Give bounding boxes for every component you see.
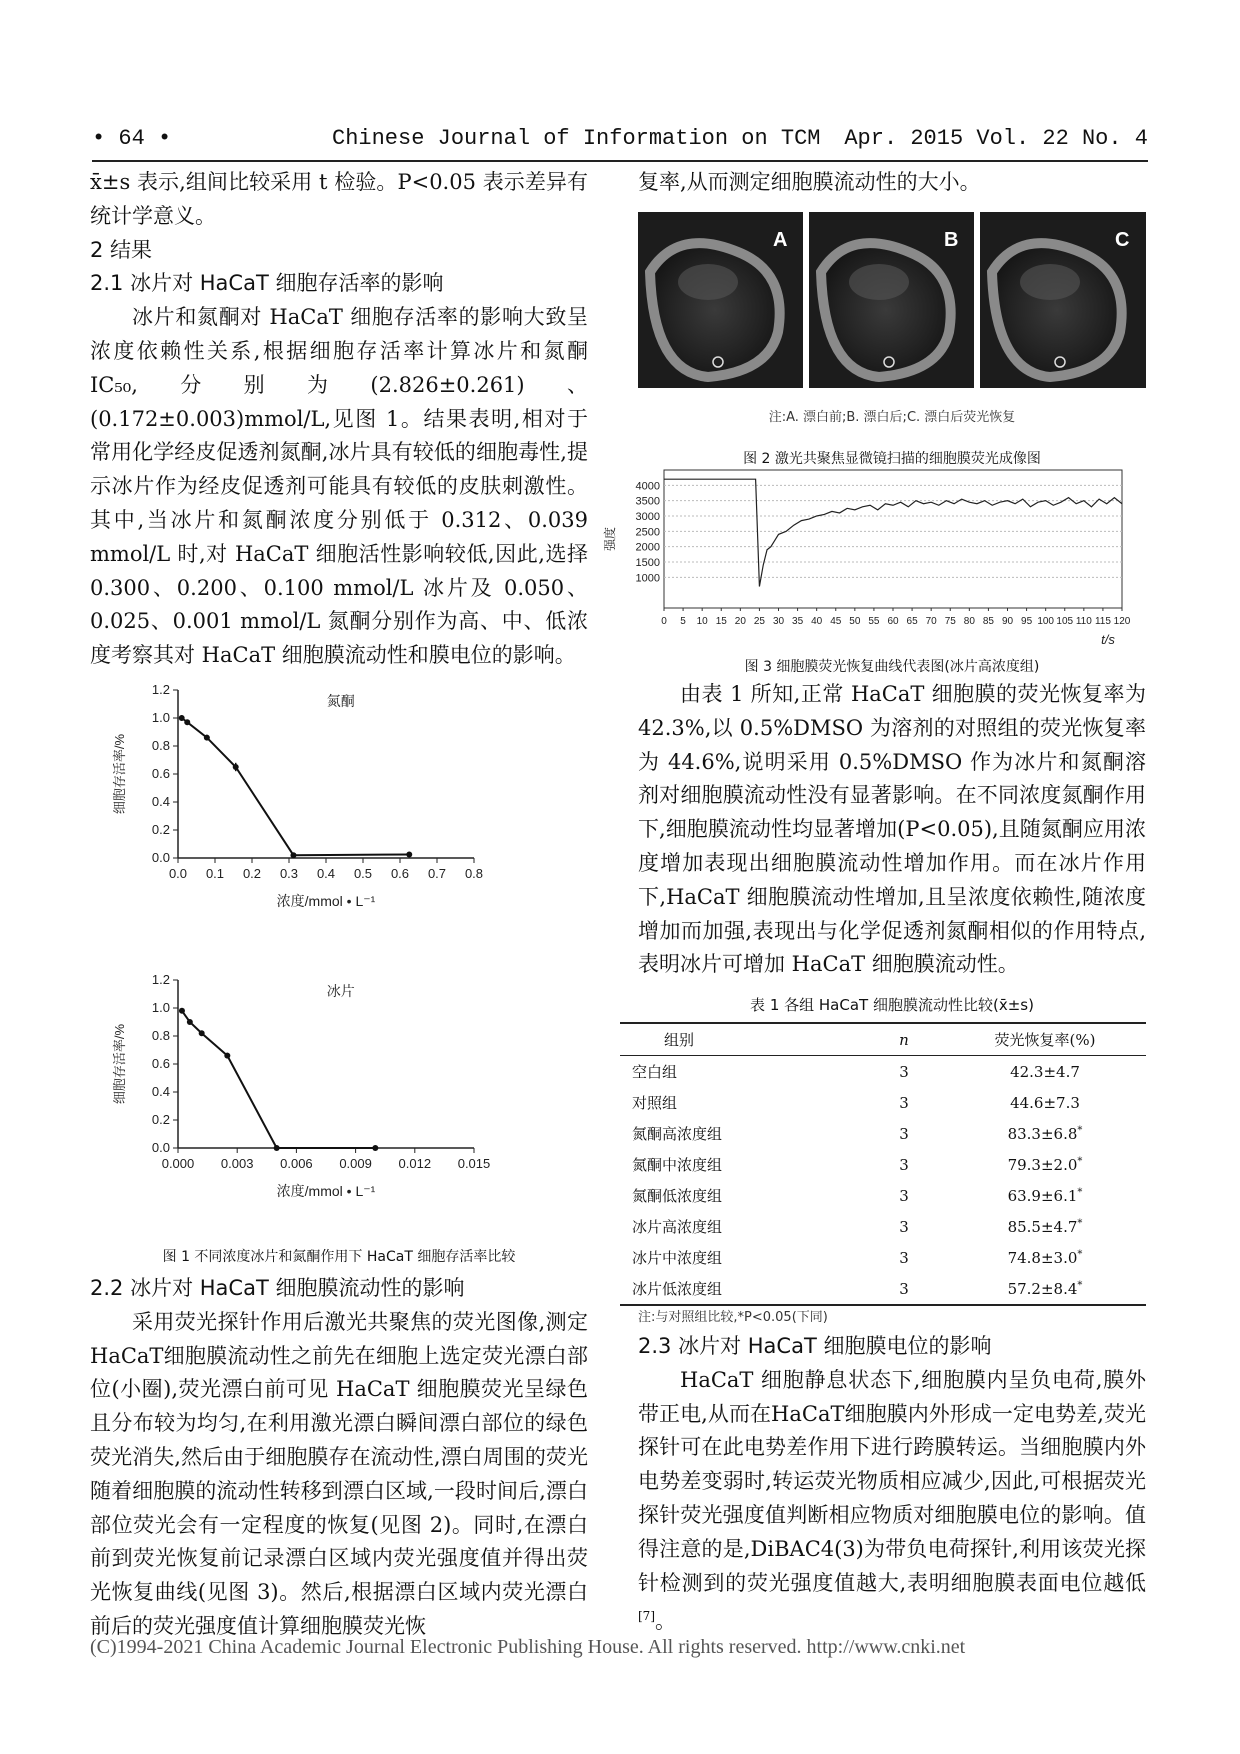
data-point (204, 735, 210, 741)
y-tick-label: 3000 (635, 511, 660, 523)
cell-recovery (944, 1056, 1146, 1088)
data-point (184, 719, 190, 725)
y-tick-label: 3500 (635, 495, 660, 508)
figure1-caption: 图 1 不同浓度冰片和氮酮作用下 HaCaT 细胞存活率比较 (162, 1249, 516, 1265)
cell-group: 氮酮高浓度组 (632, 1125, 723, 1143)
x-tick-label: 0.7 (427, 866, 447, 881)
cell-group: 冰片中浓度组 (632, 1249, 723, 1267)
recovery-value: 85.5±4.7 (1007, 1217, 1078, 1236)
data-point (290, 852, 296, 858)
significance-mark: * (1077, 1155, 1083, 1167)
x-tick-label: 0.009 (339, 1156, 372, 1171)
table-header-row (620, 1023, 1146, 1056)
x-tick-label: 0.006 (280, 1156, 313, 1171)
x-tick-label: 10 (696, 616, 708, 627)
cell-recovery (944, 1273, 1146, 1305)
data-point (179, 1008, 185, 1014)
x-tick-label: 55 (868, 616, 880, 627)
paragraph-2-3 (638, 1364, 1146, 1639)
table1-note: 注:与对照组比较,*P<0.05(下同) (638, 1310, 828, 1325)
table1 (620, 1022, 1146, 1306)
y-tick-label: 0.0 (151, 1140, 170, 1155)
y-tick-label: 4000 (635, 480, 660, 493)
recovery-value: 57.2±8.4 (1007, 1279, 1078, 1298)
data-point (233, 764, 239, 770)
cell-group: 空白组 (632, 1063, 678, 1081)
x-tick-label: 0.015 (457, 1156, 491, 1171)
x-tick-label: 40 (811, 616, 823, 627)
data-point (406, 852, 412, 858)
left-column-top (90, 166, 588, 673)
section-heading-2-3: 2.3 冰片对 HaCaT 细胞膜电位的影响 (638, 1334, 992, 1358)
cell-n: 3 (899, 1279, 909, 1298)
x-tick-label: 0.012 (398, 1156, 432, 1171)
data-point (199, 1030, 205, 1036)
cell-n: 3 (899, 1186, 909, 1205)
x-tick-label: 120 (1113, 616, 1131, 627)
recovery-value: 79.3±2.0 (1007, 1155, 1078, 1174)
continued-paragraph: 复率,从而测定细胞膜流动性的大小。 (638, 170, 981, 194)
x-tick-label: 15 (715, 616, 727, 627)
col-header-n: n (899, 1030, 909, 1049)
y-axis-label: 细胞存活率/% (112, 1023, 127, 1105)
panel-label-b: B (944, 229, 959, 251)
recovery-value: 42.3±4.7 (1010, 1062, 1080, 1081)
significance-mark: * (1077, 1217, 1083, 1229)
x-axis-label: 浓度/mmol • L⁻¹ (276, 1183, 376, 1199)
table-row (620, 1087, 1146, 1118)
x-tick-label: 110 (1075, 616, 1092, 627)
x-tick-label: 30 (772, 616, 785, 627)
data-point (274, 1145, 280, 1151)
data-point (179, 715, 185, 721)
cell-recovery (944, 1118, 1146, 1149)
right-column-bottom (638, 1330, 1146, 1639)
panel-b (809, 212, 974, 388)
recovery-value: 44.6±7.3 (1010, 1093, 1080, 1112)
cell-recovery (944, 1211, 1146, 1242)
panel-a (638, 212, 803, 388)
table-row (620, 1211, 1146, 1242)
cell-n: 3 (899, 1062, 909, 1081)
cell-group: 氮酮中浓度组 (632, 1156, 723, 1174)
y-tick-label: 1000 (635, 572, 660, 585)
y-tick-label: 1.0 (151, 1000, 170, 1015)
table-row (620, 1180, 1146, 1211)
x-tick-label: 0.4 (316, 866, 336, 881)
x-tick-label: 0.0 (168, 866, 188, 881)
x-tick-label: 0.3 (279, 866, 299, 881)
figure2-images (638, 212, 1146, 388)
table-row (620, 1273, 1146, 1305)
paragraph-2-3-text: HaCaT 细胞静息状态下,细胞膜内呈负电荷,膜外带正电,从而在HaCaT细胞膜内外形成一定电势差,荧光探针可在此电势差作用下进行跨膜转运。当细胞膜内外电势差变弱时,转运荧光物质相应减少,因此,可根据荧光探针荧光强度值判断相应物质对细胞膜电位的影响。值得注意的是,DiBAC4(3)为带负电荷探针,利用该荧光探针检测到的荧光强度值越大,表明细胞膜表面电位越低 (638, 1367, 1146, 1595)
x-tick-label: 50 (849, 616, 861, 627)
paragraph-2-3-end: 。 (655, 1609, 676, 1634)
chart-title: 氮酮 (326, 693, 355, 709)
y-axis-label: 强度 (603, 526, 617, 552)
x-tick-label: 0.8 (464, 866, 484, 881)
y-tick-label: 2000 (635, 541, 660, 554)
significance-mark: * (1077, 1186, 1083, 1198)
cell-recovery (944, 1180, 1146, 1211)
col-header-group: 组别 (664, 1031, 695, 1049)
y-tick-label: 0.8 (151, 738, 170, 753)
x-tick-label: 0.5 (353, 866, 373, 881)
figure3-caption: 图 3 细胞膜荧光恢复曲线代表图(冰片高浓度组) (744, 659, 1040, 675)
x-tick-label: 25 (753, 616, 765, 627)
cell-group: 对照组 (632, 1094, 678, 1112)
x-tick-label: 0 (661, 616, 667, 627)
x-tick-label: 95 (1021, 616, 1033, 627)
right-column-top (638, 166, 1146, 200)
cell-n: 3 (899, 1217, 909, 1236)
x-tick-label: 65 (906, 616, 918, 627)
figure2-panels (638, 212, 1146, 388)
data-point (187, 1019, 193, 1025)
x-tick-label: 85 (982, 616, 994, 627)
x-tick-label: 35 (792, 616, 804, 627)
right-column-mid (638, 678, 1146, 982)
significance-mark: * (1077, 1124, 1083, 1136)
table-row (620, 1118, 1146, 1149)
y-tick-label: 0.2 (151, 822, 170, 837)
section-heading-2-1: 2.1 冰片对 HaCaT 细胞存活率的影响 (90, 271, 444, 296)
table1-title: 表 1 各组 HaCaT 细胞膜流动性比较(x̄±s) (750, 996, 1034, 1014)
table-row (620, 1242, 1146, 1273)
x-axis-label: t/s (1101, 632, 1115, 647)
y-axis-label: 细胞存活率/% (112, 733, 127, 815)
table-row (620, 1149, 1146, 1180)
paragraph-2-2: 采用荧光探针作用后激光共聚焦的荧光图像,测定HaCaT细胞膜流动性之前先在细胞上选定荧光漂白部位(小圈),荧光漂白前可见 HaCaT 细胞膜荧光呈绿色且分布较为均匀,在利用激光漂白瞬间漂白部位的绿色荧光消失,然后由于细胞膜存在流动性,漂白周围的荧光随着细胞膜的流动性转移到漂白区域,一段时间后,漂白部位荧光会有一定程度的恢复(见图 2)。同时,在漂白前到荧光恢复前记录漂白区域内荧光强度值并得出荧光恢复曲线(见图 3)。然后,根据漂白区域内荧光漂白前后的荧光强度值计算细胞膜荧光恢 (90, 1309, 588, 1638)
cell-group: 氮酮低浓度组 (632, 1187, 723, 1205)
cell-group: 冰片高浓度组 (632, 1218, 723, 1236)
cell-group: 冰片低浓度组 (632, 1280, 723, 1298)
left-column-bottom (90, 1272, 588, 1644)
data-point (224, 1053, 230, 1059)
figure1-borneol-chart (110, 970, 570, 1240)
figure1-azone-chart (110, 680, 570, 950)
x-tick-label: 45 (830, 616, 842, 627)
cell-recovery (944, 1149, 1146, 1180)
data-line (182, 1011, 375, 1148)
header-rule (92, 160, 1148, 162)
running-header (92, 126, 1148, 158)
x-tick-label: 0.003 (220, 1156, 254, 1171)
panel-label-a: A (773, 229, 788, 251)
y-tick-label: 0.0 (151, 850, 170, 865)
x-tick-label: 90 (1001, 616, 1014, 627)
chart-title: 冰片 (326, 983, 355, 999)
x-tick-label: 70 (925, 616, 937, 627)
significance-mark: * (1077, 1279, 1083, 1291)
x-tick-label: 0.6 (390, 866, 410, 881)
intensity-line (664, 479, 1122, 586)
y-tick-label: 2500 (635, 526, 660, 539)
col-header-recovery: 荧光恢复率(%) (994, 1031, 1096, 1049)
data-line (182, 718, 410, 855)
x-tick-label: 5 (680, 616, 686, 627)
cell-n: 3 (899, 1155, 909, 1174)
cell-recovery (944, 1242, 1146, 1273)
recovery-value: 63.9±6.1 (1007, 1186, 1078, 1205)
paragraph-2-1: 冰片和氮酮对 HaCaT 细胞存活率的影响大致呈浓度依赖性关系,根据细胞存活率计算冰片和氮酮 IC₅₀,分别为(2.826±0.261)、(0.172±0.003)mmol/L,见图 1。结果表明,相对于常用化学经皮促透剂氮酮,冰片具有较低的细胞毒性,提示冰片作为经皮促透剂可能具有较低的皮肤刺激性。其中,当冰片和氮酮浓度分别低于 0.312、0.039 mmol/L 时,对 HaCaT 细胞活性影响较低,因此,选择 0.300、0.200、0.100 mmol/L 冰片及 0.050、0.025、0.001 mmol/L 氮酮分别作为高、中、低浓度考察其对 HaCaT 细胞膜流动性和膜电位的影响。 (90, 305, 588, 668)
paragraph-table-discussion: 由表 1 所知,正常 HaCaT 细胞膜的荧光恢复率为 42.3%,以 0.5%DMSO 为溶剂的对照组的荧光恢复率为 44.6%,说明采用 0.5%DMSO 作为冰片和氮酮溶剂对细胞膜流动性没有显著影响。在不同浓度氮酮作用下,细胞膜流动性均显著增加(P<0.05),且随氮酮应用浓度增加表现出细胞膜流动性增加作用。而在冰片作用下,HaCaT 细胞膜流动性增加,且呈浓度依赖性,随浓度增加而加强,表现出与化学促透剂氮酮相似的作用特点,表明冰片可增加 HaCaT 细胞膜流动性。 (638, 682, 1146, 977)
significance-mark: * (1077, 1248, 1083, 1260)
y-tick-label: 0.8 (151, 1028, 170, 1043)
figure3-frap-chart (600, 462, 1144, 654)
x-tick-label: 80 (963, 616, 975, 627)
y-tick-label: 0.4 (151, 794, 170, 809)
section-heading-results: 2 结果 (90, 237, 153, 262)
x-tick-label: 0.1 (205, 866, 225, 881)
recovery-value: 83.3±6.8 (1007, 1124, 1078, 1143)
citation-ref: [7] (638, 1609, 655, 1624)
y-tick-label: 0.2 (151, 1112, 170, 1127)
cell-recovery (944, 1087, 1146, 1118)
x-tick-label: 60 (887, 616, 899, 627)
issue-info: Apr. 2015 Vol. 22 No. 4 (844, 126, 1148, 151)
page-number: • 64 • (92, 126, 172, 151)
x-tick-label: 105 (1056, 616, 1074, 627)
x-tick-label: 20 (734, 616, 746, 627)
y-tick-label: 0.6 (151, 766, 170, 781)
figure2-note: 注:A. 漂白前;B. 漂白后;C. 漂白后荧光恢复 (768, 410, 1016, 425)
panel-c (980, 212, 1146, 388)
y-tick-label: 0.4 (151, 1084, 170, 1099)
x-axis-label: 浓度/mmol • L⁻¹ (276, 893, 376, 909)
y-tick-label: 1500 (635, 557, 660, 569)
x-tick-label: 115 (1094, 616, 1111, 627)
table1-grid (620, 1022, 1146, 1306)
copyright-footer: (C)1994-2021 China Academic Journal Electronic Publishing House. All rights reserved. http://www.cnki.net (90, 1636, 966, 1658)
y-tick-label: 1.2 (151, 972, 170, 987)
panel-label-c: C (1115, 229, 1130, 251)
journal-name: Chinese Journal of Information on TCM (332, 126, 821, 151)
x-tick-label: 100 (1037, 616, 1055, 627)
stats-paragraph: x̄±s 表示,组间比较采用 t 检验。P<0.05 表示差异有统计学意义。 (90, 170, 588, 228)
figure2-caption: 图 2 激光共聚焦显微镜扫描的细胞膜荧光成像图 (743, 451, 1041, 467)
y-tick-label: 1.2 (151, 682, 170, 697)
cell-n: 3 (899, 1248, 909, 1267)
section-heading-2-2: 2.2 冰片对 HaCaT 细胞膜流动性的影响 (90, 1276, 465, 1300)
x-tick-label: 0.000 (161, 1156, 195, 1171)
x-tick-label: 75 (944, 616, 956, 627)
recovery-value: 74.8±3.0 (1007, 1248, 1078, 1267)
cell-n: 3 (899, 1124, 909, 1143)
y-tick-label: 0.6 (151, 1056, 170, 1071)
plot-frame (664, 470, 1122, 608)
x-tick-label: 0.2 (242, 866, 262, 881)
y-tick-label: 1.0 (151, 710, 170, 725)
cell-n: 3 (899, 1093, 909, 1112)
table-row (620, 1056, 1146, 1088)
data-point (372, 1145, 378, 1151)
